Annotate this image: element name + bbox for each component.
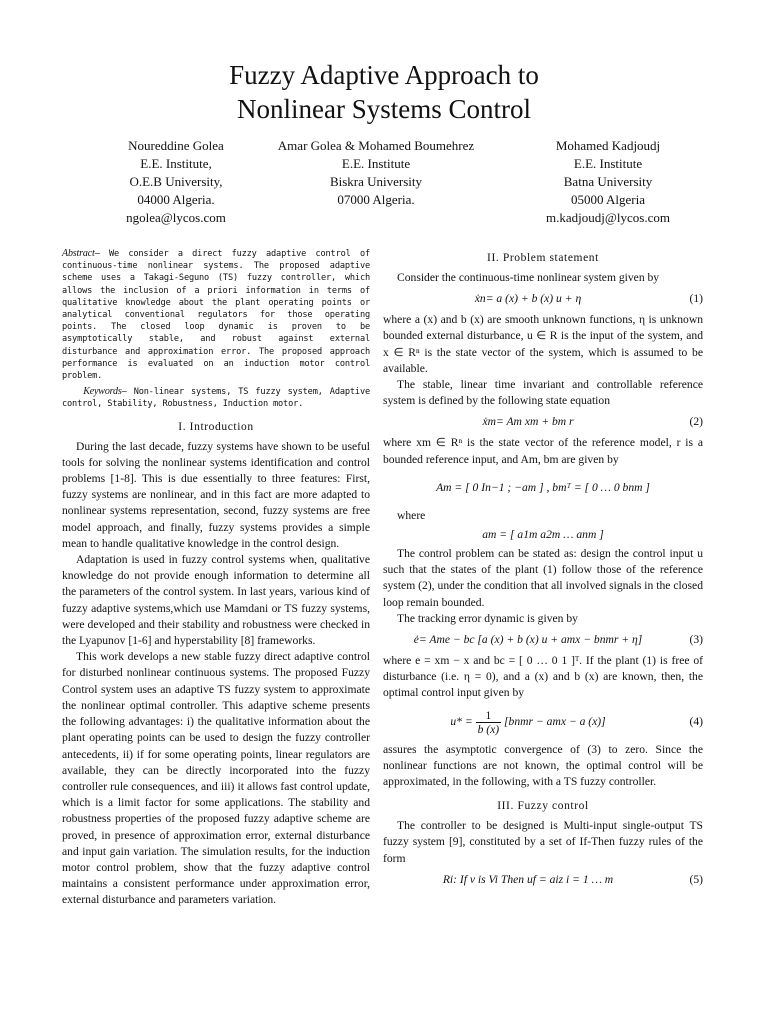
problem-paragraph-7: where e = xm − x and bc = [ 0 … 0 1 ]ᵀ. If the plant (1) is free of disturbance (i.e. η = 0), and a (x) and b (x) are known, then, the optimal control input given by [383,654,703,700]
problem-paragraph-3: The stable, linear time invariant and controllable reference system is defined by the following state equation [383,378,703,408]
problem-paragraph-8: assures the asymptotic convergence of (3) to zero. Since the nonlinear functions are not known, the optimal control will be approximated, in the following, with a TS fuzzy controller. [383,742,703,789]
author-name: Mohamed Kadjoudj [555,138,661,153]
right-column [383,248,703,893]
keywords [62,386,370,410]
author-1 [92,137,260,227]
equation-3 [383,627,703,653]
author-affiliation: E.E. Institute, [140,156,212,171]
equation-body: ė= Ame − bc [a (x) + b (x) u + amx − bnmr + η] [413,633,643,647]
author-3 [508,137,708,227]
author-affiliation: E.E. Institute [341,156,411,171]
section-heading-fuzzy-control: III. Fuzzy control [497,800,589,813]
author-name: Noureddine Golea [128,138,224,153]
fuzzy-paragraph-1: The controller to be designed is Multi-input single-output TS fuzzy system [9], constituted by a set of If-Then fuzzy rules of the form [383,819,703,865]
equation-rhs: [bnmr − amx − a (x)] [504,714,606,728]
keywords-lead: Keywords [83,386,122,398]
equation-body: am = [ a1m a2m … anm ] [482,528,604,542]
author-email: ngolea@lycos.com [126,210,226,225]
equation-number: (3) [689,633,703,647]
paper-title [0,58,768,126]
equation-body: Ri: If v is Vi Then uf = aiz i = 1 … m [442,872,614,886]
equation-number: (1) [689,292,703,306]
equation-lhs: u* = [450,714,473,728]
abstract-text: — We consider a direct fuzzy adaptive control of continuous-time nonlinear systems. The proposed adaptive scheme uses a Takagi-Seguno (TS) fuzzy controller, which allows the inclusion of a priori information in terms of qualitative knowledge about the plant operating points or analytical conventional regulators for those operating points. The closed loop dynamic is proven to be asymptotically stable, and robust against external disturbance and approximation error. The proposed approach performance is evaluated on an induction motor control problem. [62,249,370,382]
author-affiliation: 04000 Algeria. [137,192,215,207]
equation-5 [383,867,703,893]
equation-number: (5) [689,872,703,886]
author-email: m.kadjoudj@lycos.com [546,210,670,225]
equation-body: ẋm= Am xm + bm r [482,415,574,429]
fraction-denominator: b (x) [477,722,500,736]
problem-paragraph-6: The tracking error dynamic is given by [397,611,578,625]
author-affiliation: O.E.B University, [129,174,223,189]
title-line-1: Fuzzy Adaptive Approach to [229,60,539,90]
author-affiliation: 05000 Algeria [570,192,645,207]
problem-paragraph-5: The control problem can be stated as: design the control input u such that the states of the plant (1) follow those of the reference system (2), under the condition that all involved signals in the closed loop remain bounded. [383,547,703,609]
abstract-lead: Abstract [62,248,95,259]
equation-body [383,702,673,742]
intro-paragraph-1: During the last decade, fuzzy systems have shown to be useful tools for solving the nonlinear systems identification and control problems [1-8]. This is due essentially to three features: First, fuzzy systems are nonlinear, and in this fact are more adapted to nonlinear systems representation, second, fuzzy systems are free model approach, and finally, fuzzy systems provides a simple mean to handle qualitative knowledge in the control design. [62,439,370,550]
left-column [62,248,370,909]
equation-1 [383,286,703,312]
author-affiliation: E.E. Institute [573,156,643,171]
section-heading-problem: II. Problem statement [487,252,599,264]
author-2 [254,137,498,209]
intro-paragraph-2: Adaptation is used in fuzzy control systems when, qualitative knowledge do not provide enough information to determine all the parameters of the control system. In last years, various kind of fuzzy adaptive systems,which use Mamdani or TS fuzzy systems, were developed and their stability and robustness were checked in the Lyapunov [1-6] and hyperstability [8] frameworks. [62,553,370,648]
problem-paragraph-2: where a (x) and b (x) are smooth unknown functions, η is unknown bounded external disturbance, u ∈ R is the input of the system, and x ∈ Rⁿ is the state vector of the system, which is assumed to be available. [383,313,703,375]
author-affiliation: Biskra University [329,174,423,189]
keywords-text: — Non-linear systems, TS fuzzy system, Adaptive control, Stability, Robustness, Induction motor. [62,387,371,410]
fraction-numerator: 1 [476,709,502,723]
abstract [62,248,370,382]
problem-paragraph-4: where xm ∈ Rⁿ is the state vector of the reference model, r is a bounded reference input, and Am, bm are given by [383,436,703,466]
section-heading-introduction: I. Introduction [178,420,254,433]
equation-fraction [476,709,502,736]
title-line-2: Nonlinear Systems Control [237,94,531,124]
problem-paragraph-1: Consider the continuous-time nonlinear system given by [397,271,660,284]
equation-am-bm [383,468,703,508]
author-affiliation: Batna University [563,174,653,189]
equation-body: ẋn= a (x) + b (x) u + η [474,292,582,306]
equation-am-row [383,524,703,546]
intro-paragraph-3: This work develops a new stable fuzzy direct adaptive control for disturbed nonlinear continuous systems. The proposed Fuzzy Control system uses an adaptive TS fuzzy system to approximate the nonlinear optimal controller. This adaptive scheme presents the following advantages: i) the qualitative information about the plant operating points can be used to design the fuzzy controller antecedents, ii) if for some operating points, linear regulators are available, they can be directly incorporated into the fuzzy controller rule consequences, and iii) it allows fast control update, which is a limit factor for some applications. The stability and robustness properties of the proposed fuzzy adaptive scheme are proved, in presence of approximation error, external disturbance and input gain variation. The simulation results, for the induction motor control problem, show that the fuzzy adaptive control maintains a consistent performance under approximation error, external disturbance and parameters variation. [62,650,370,907]
equation-number: (2) [689,415,703,429]
equation-body: Am = [ 0 In−1 ; −am ] , bmᵀ = [ 0 … 0 bnm ] [436,480,650,494]
equation-4 [383,702,703,742]
equation-2 [383,409,703,435]
equation-number: (4) [689,714,703,728]
author-affiliation: 07000 Algeria. [337,192,415,207]
where-label: where [397,508,426,522]
author-name: Amar Golea & Mohamed Boumehrez [277,138,475,153]
